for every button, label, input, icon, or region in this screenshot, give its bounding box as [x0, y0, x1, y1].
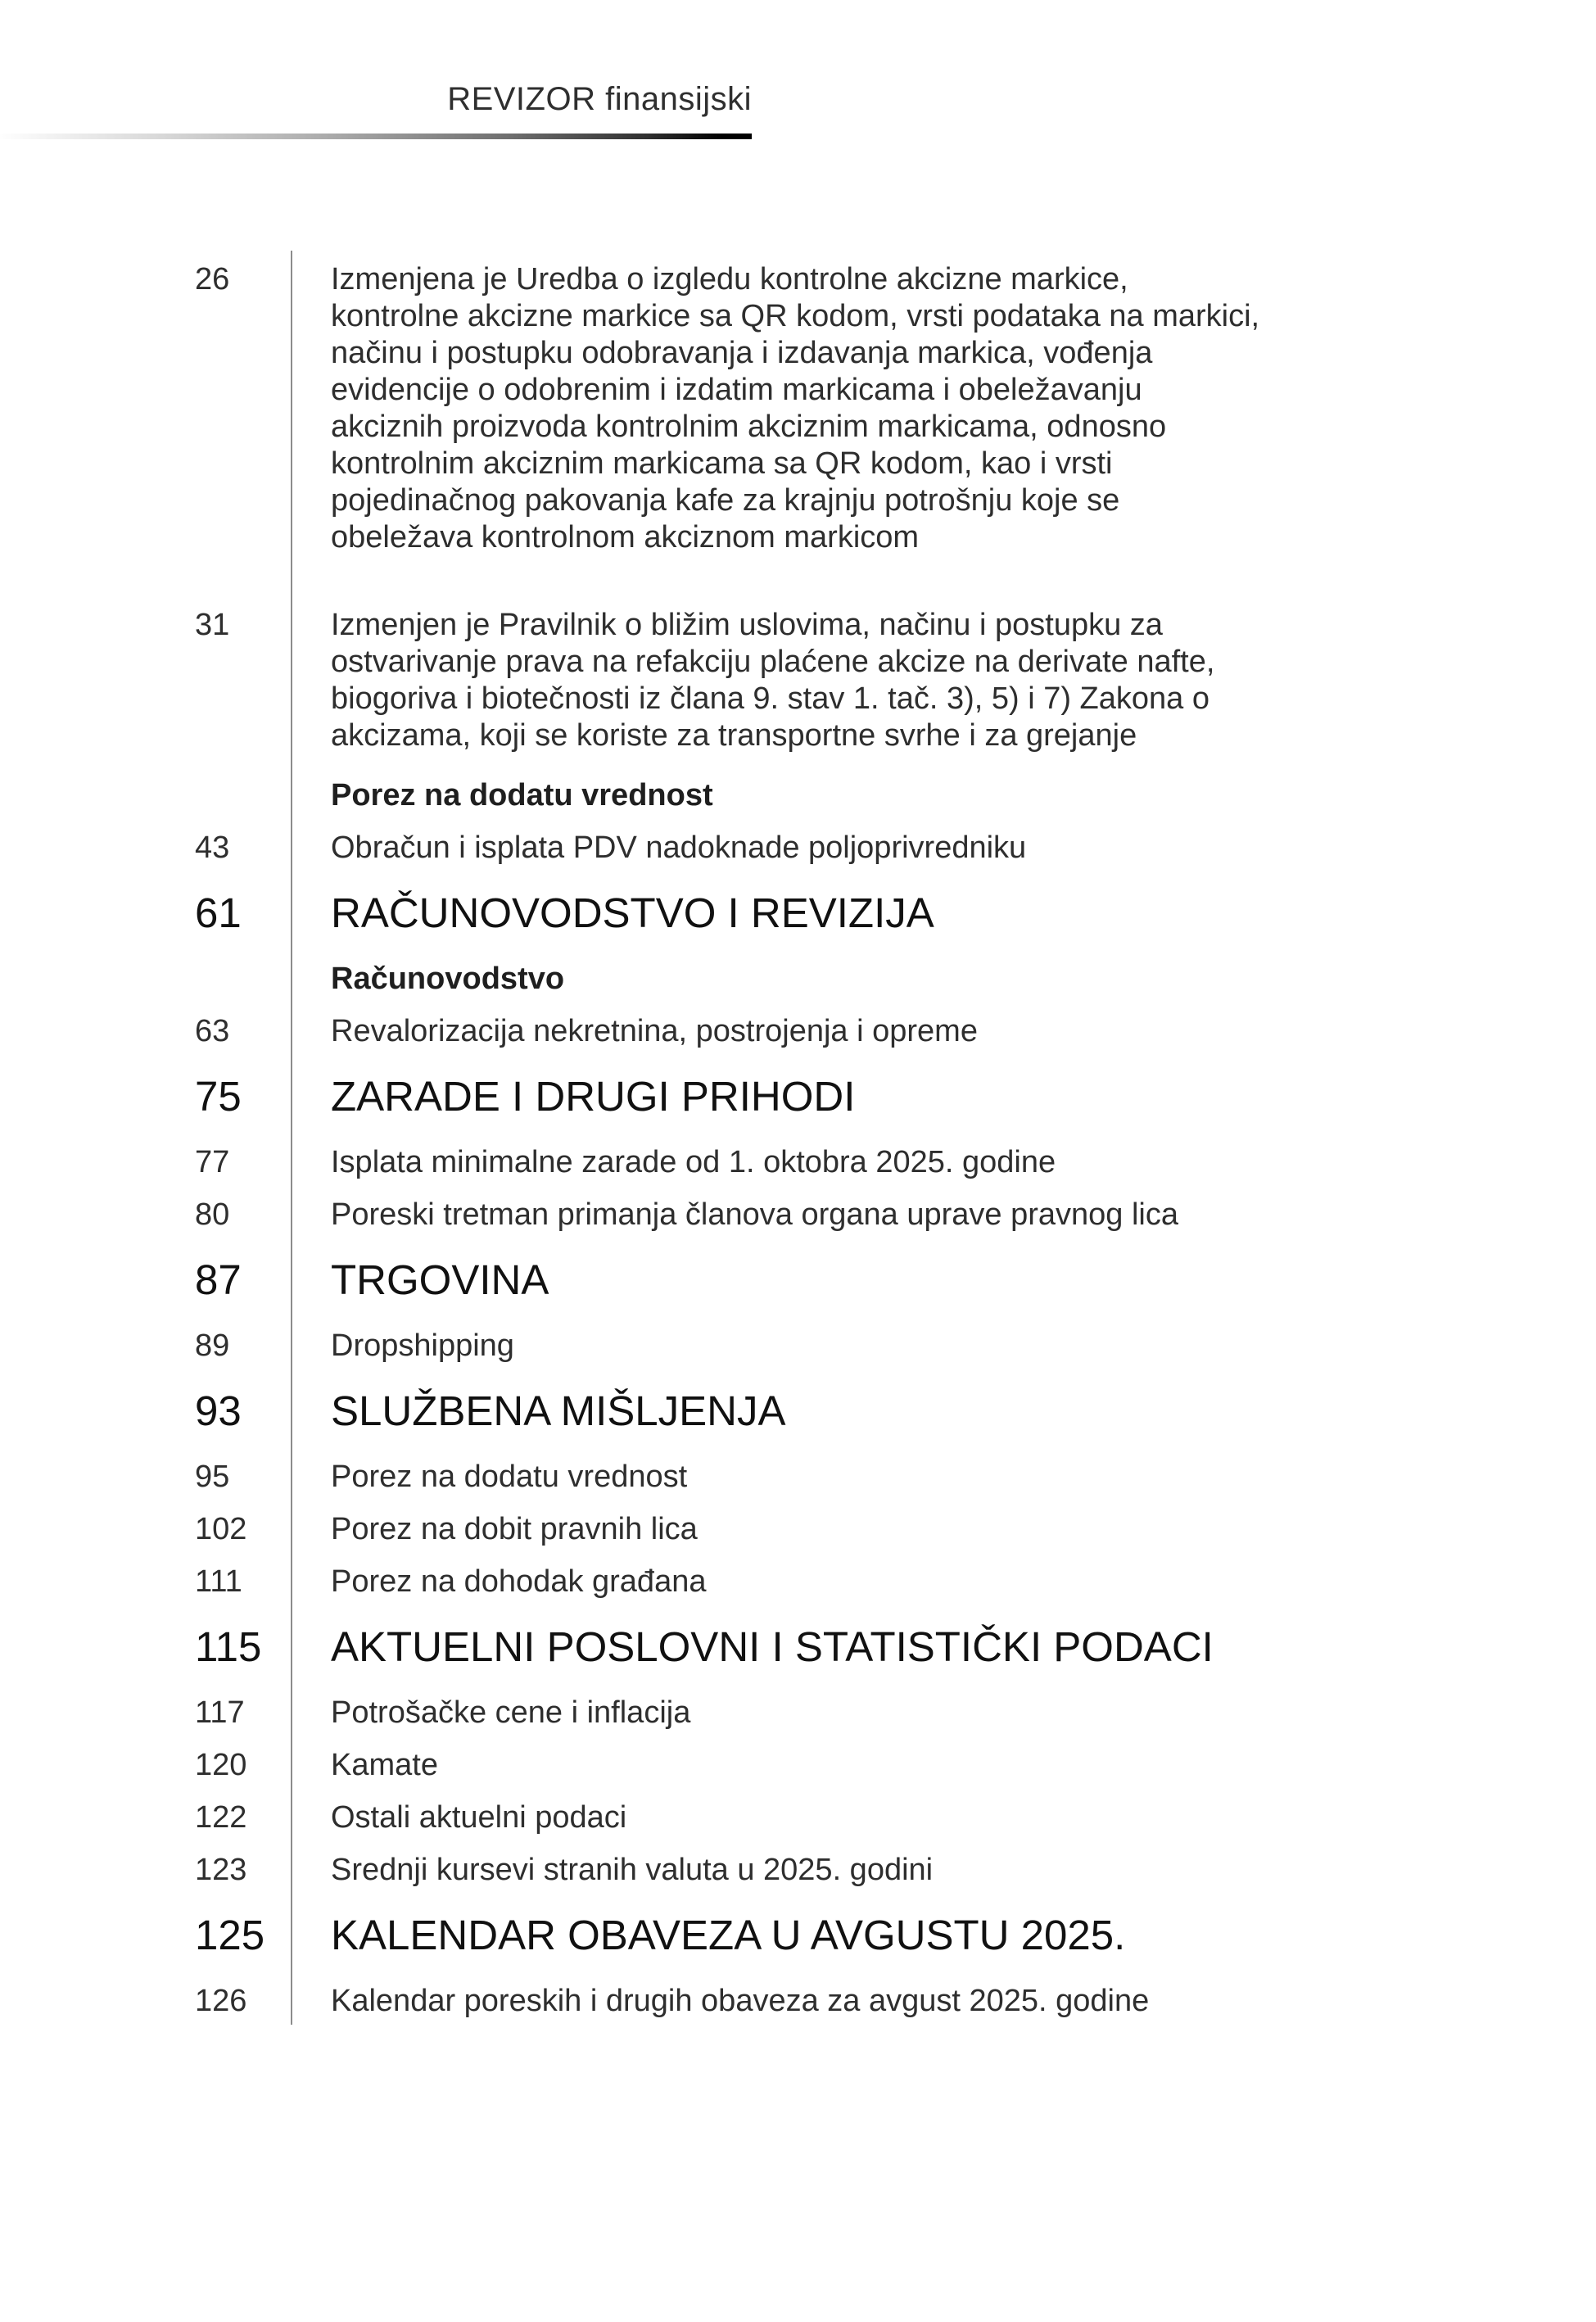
toc-row-61: [195, 889, 1407, 937]
toc-page-number: 123: [195, 1853, 247, 1887]
toc-entry-title: [291, 261, 1259, 556]
header-gradient-rule: [0, 134, 752, 139]
toc-entry-title: Ostali aktuelni podaci: [331, 1800, 627, 1835]
toc-page-number: 75: [195, 1073, 242, 1120]
toc-page-number: 126: [195, 1984, 247, 2018]
toc-entry-line: Izmenjena je Uredba o izgledu kontrolne akcizne markice,: [331, 262, 1128, 296]
toc-row-117: [195, 1695, 1407, 1731]
toc-entry-line: evidencije o odobrenim i izdatim markicama i obeležavanju: [331, 373, 1142, 407]
toc-page-number: 120: [195, 1748, 247, 1782]
toc-entry-line: obeležava kontrolnom akciznom markicom: [331, 520, 920, 554]
toc-page-number: 125: [195, 1912, 265, 1958]
toc-row-31: [195, 607, 1407, 754]
toc-entry-line: kontrolnim akciznim markicama sa QR kodom, kao i vrsti: [331, 446, 1113, 481]
toc-column-divider: [291, 251, 292, 2025]
toc-entry-line: ostvarivanje prava na refakciju plaćene akcize na derivate nafte,: [331, 645, 1215, 679]
toc-row-75: [195, 1073, 1407, 1120]
toc-entry-title: Isplata minimalne zarade od 1. oktobra 2025. godine: [331, 1145, 1056, 1179]
toc-page-number: [195, 777, 291, 814]
toc-entry-title: Računovodstvo: [331, 962, 565, 996]
toc-page-number: 102: [195, 1512, 247, 1546]
toc-entry-title: Srednji kursevi stranih valuta u 2025. godini: [331, 1853, 934, 1887]
toc-entry-title: Poreski tretman primanja članova organa uprave pravnog lica: [331, 1197, 1178, 1232]
toc-row-80: [195, 1197, 1407, 1233]
toc-entry-title: KALENDAR OBAVEZA U AVGUSTU 2025.: [331, 1912, 1126, 1958]
toc-page-number: 26: [195, 262, 230, 296]
toc-entry-title: SLUŽBENA MIŠLJENJA: [331, 1387, 786, 1434]
toc-entry-title: Dropshipping: [331, 1328, 514, 1363]
toc-entry-title: ZARADE I DRUGI PRIHODI: [331, 1073, 856, 1120]
toc-page-number: 89: [195, 1328, 230, 1363]
toc-page-number: 93: [195, 1387, 242, 1434]
toc-entry-title: Porez na dodatu vrednost: [331, 778, 713, 812]
toc-row-26: [195, 261, 1407, 556]
publication-title: REVIZOR finansijski: [447, 81, 752, 117]
toc-entry-line: kontrolne akcizne markice sa QR kodom, vrsti podataka na markici,: [331, 299, 1260, 333]
toc-page-number: 95: [195, 1460, 230, 1494]
toc-row-125: [195, 1912, 1407, 1959]
toc-entry-line: Izmenjen je Pravilnik o bližim uslovima, načinu i postupku za: [331, 608, 1163, 642]
toc-entry-title: Porez na dodatu vrednost: [331, 1460, 688, 1494]
toc-page-number: [195, 961, 291, 998]
toc-entry-line: načinu i postupku odobravanja i izdavanja markica, vođenja: [331, 336, 1153, 370]
toc-entry-title: [291, 607, 1214, 754]
toc-row-63: [195, 1013, 1407, 1050]
toc-page-number: 61: [195, 889, 242, 936]
toc-page-number: 31: [195, 608, 230, 642]
toc-entry-title: AKTUELNI POSLOVNI I STATISTIČKI PODACI: [331, 1623, 1214, 1670]
toc-row-102: [195, 1511, 1407, 1548]
toc-page-number: 122: [195, 1800, 247, 1835]
toc-row-123: [195, 1852, 1407, 1889]
toc-entry-title: Porez na dohodak građana: [331, 1564, 707, 1599]
toc-entry-line: akciznih proizvoda kontrolnim akciznim markicama, odnosno: [331, 410, 1167, 444]
toc-row-subheading: [195, 777, 1407, 814]
toc-row-subheading: [195, 961, 1407, 998]
toc-entry-title: Obračun i isplata PDV nadoknade poljoprivredniku: [331, 831, 1027, 865]
table-of-contents: [195, 246, 1407, 2020]
toc-page-number: 43: [195, 831, 230, 865]
toc-entry-title: Revalorizacija nekretnina, postrojenja i opreme: [331, 1014, 978, 1048]
toc-row-115: [195, 1623, 1407, 1671]
toc-entry-title: TRGOVINA: [331, 1256, 549, 1303]
toc-entry-title: Potrošačke cene i inflacija: [331, 1695, 691, 1730]
toc-entry-title: Kalendar poreskih i drugih obaveza za avgust 2025. godine: [331, 1984, 1150, 2018]
toc-entry-line: pojedinačnog pakovanja kafe za krajnju potrošnju koje se: [331, 483, 1120, 518]
toc-row-89: [195, 1328, 1407, 1365]
toc-row-120: [195, 1747, 1407, 1784]
toc-entry-line: akcizama, koji se koriste za transportne svrhe i za grejanje: [331, 718, 1137, 753]
toc-row-77: [195, 1144, 1407, 1181]
toc-page-number: 77: [195, 1145, 230, 1179]
toc-row-87: [195, 1256, 1407, 1304]
toc-page-number: 115: [195, 1623, 262, 1670]
toc-row-43: [195, 830, 1407, 867]
toc-page-number: 87: [195, 1256, 242, 1303]
toc-page-number: 117: [195, 1695, 245, 1730]
toc-entry-title: Kamate: [331, 1748, 438, 1782]
toc-row-126: [195, 1983, 1407, 2020]
toc-page-number: 63: [195, 1014, 230, 1048]
toc-row-111: [195, 1564, 1407, 1600]
toc-page-number: 80: [195, 1197, 230, 1232]
toc-row-93: [195, 1387, 1407, 1435]
toc-entry-title: RAČUNOVODSTVO I REVIZIJA: [331, 889, 934, 936]
toc-entry-title: Porez na dobit pravnih lica: [331, 1512, 698, 1546]
toc-page-number: 111: [195, 1564, 242, 1599]
toc-entry-line: biogoriva i biotečnosti iz člana 9. stav 1. tač. 3), 5) i 7) Zakona o: [331, 681, 1209, 716]
toc-row-95: [195, 1459, 1407, 1496]
toc-row-122: [195, 1799, 1407, 1836]
